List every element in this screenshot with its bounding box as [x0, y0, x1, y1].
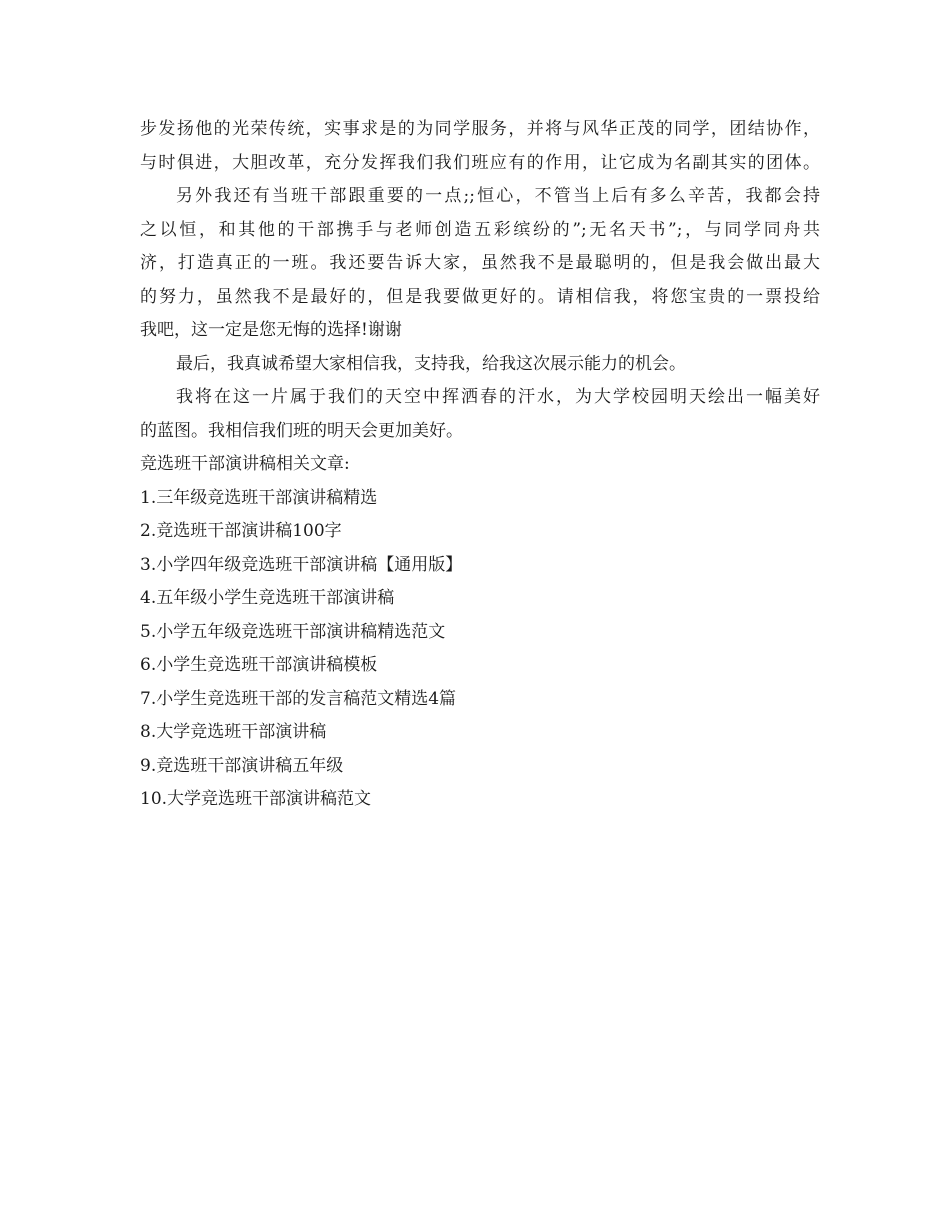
related-article-link[interactable]: 10.大学竞选班干部演讲稿范文: [140, 789, 372, 809]
paragraph-2: [140, 180, 820, 348]
paragraph-line: 最后，我真诚希望大家相信我，支持我，给我这次展示能力的机会。: [176, 353, 686, 374]
related-article-link[interactable]: 2.竞选班干部演讲稿100字: [140, 521, 342, 541]
document-body: [140, 113, 820, 817]
paragraph-1: [140, 113, 820, 180]
related-article-link[interactable]: 1.三年级竞选班干部演讲稿精选: [140, 487, 378, 508]
paragraph-line: 与时俱进，大胆改革，充分发挥我们我们班应有的作用，让它成为名副其实的团体。: [140, 152, 820, 173]
related-article-link[interactable]: 8.大学竞选班干部演讲稿: [140, 722, 327, 742]
related-article-link[interactable]: 3.小学四年级竞选班干部演讲稿【通用版】: [140, 554, 463, 575]
paragraph-line: 的努力，虽然我不是最好的，但是我要做更好的。请相信我，将您宝贵的一票投给: [140, 286, 820, 307]
related-article-link[interactable]: 4.五年级小学生竞选班干部演讲稿: [140, 588, 395, 608]
paragraph-line: 的蓝图。我相信我们班的明天会更加美好。: [140, 420, 463, 441]
related-article-link[interactable]: 7.小学生竞选班干部的发言稿范文精选4篇: [140, 688, 457, 709]
paragraph-line: 另外我还有当班干部跟重要的一点;;恒心，不管当上后有多么辛苦，我都会持: [176, 186, 820, 206]
related-articles-heading: 竞选班干部演讲稿相关文章:: [140, 454, 350, 474]
related-article-link[interactable]: 9.竞选班干部演讲稿五年级: [140, 755, 344, 776]
paragraph-line: 之以恒，和其他的干部携手与老师创造五彩缤纷的”;无名天书”;，与同学同舟共: [140, 219, 820, 240]
related-article-link[interactable]: 5.小学五年级竞选班干部演讲稿精选范文: [140, 621, 446, 642]
paragraph-line: 济，打造真正的一班。我还要告诉大家，虽然我不是最聪明的，但是我会做出最大: [140, 253, 820, 273]
related-article-link[interactable]: 6.小学生竞选班干部演讲稿模板: [140, 655, 378, 675]
paragraph-line: 我吧，这一定是您无悔的选择!谢谢: [140, 320, 402, 340]
paragraph-line: 步发扬他的光荣传统，实事求是的为同学服务，并将与风华正茂的同学，团结协作，: [140, 119, 820, 139]
paragraph-4: [140, 381, 820, 448]
paragraph-3: [140, 348, 820, 382]
related-articles-list: [140, 482, 820, 817]
paragraph-line: 我将在这一片属于我们的天空中挥洒春的汗水，为大学校园明天绘出一幅美好: [176, 387, 820, 407]
